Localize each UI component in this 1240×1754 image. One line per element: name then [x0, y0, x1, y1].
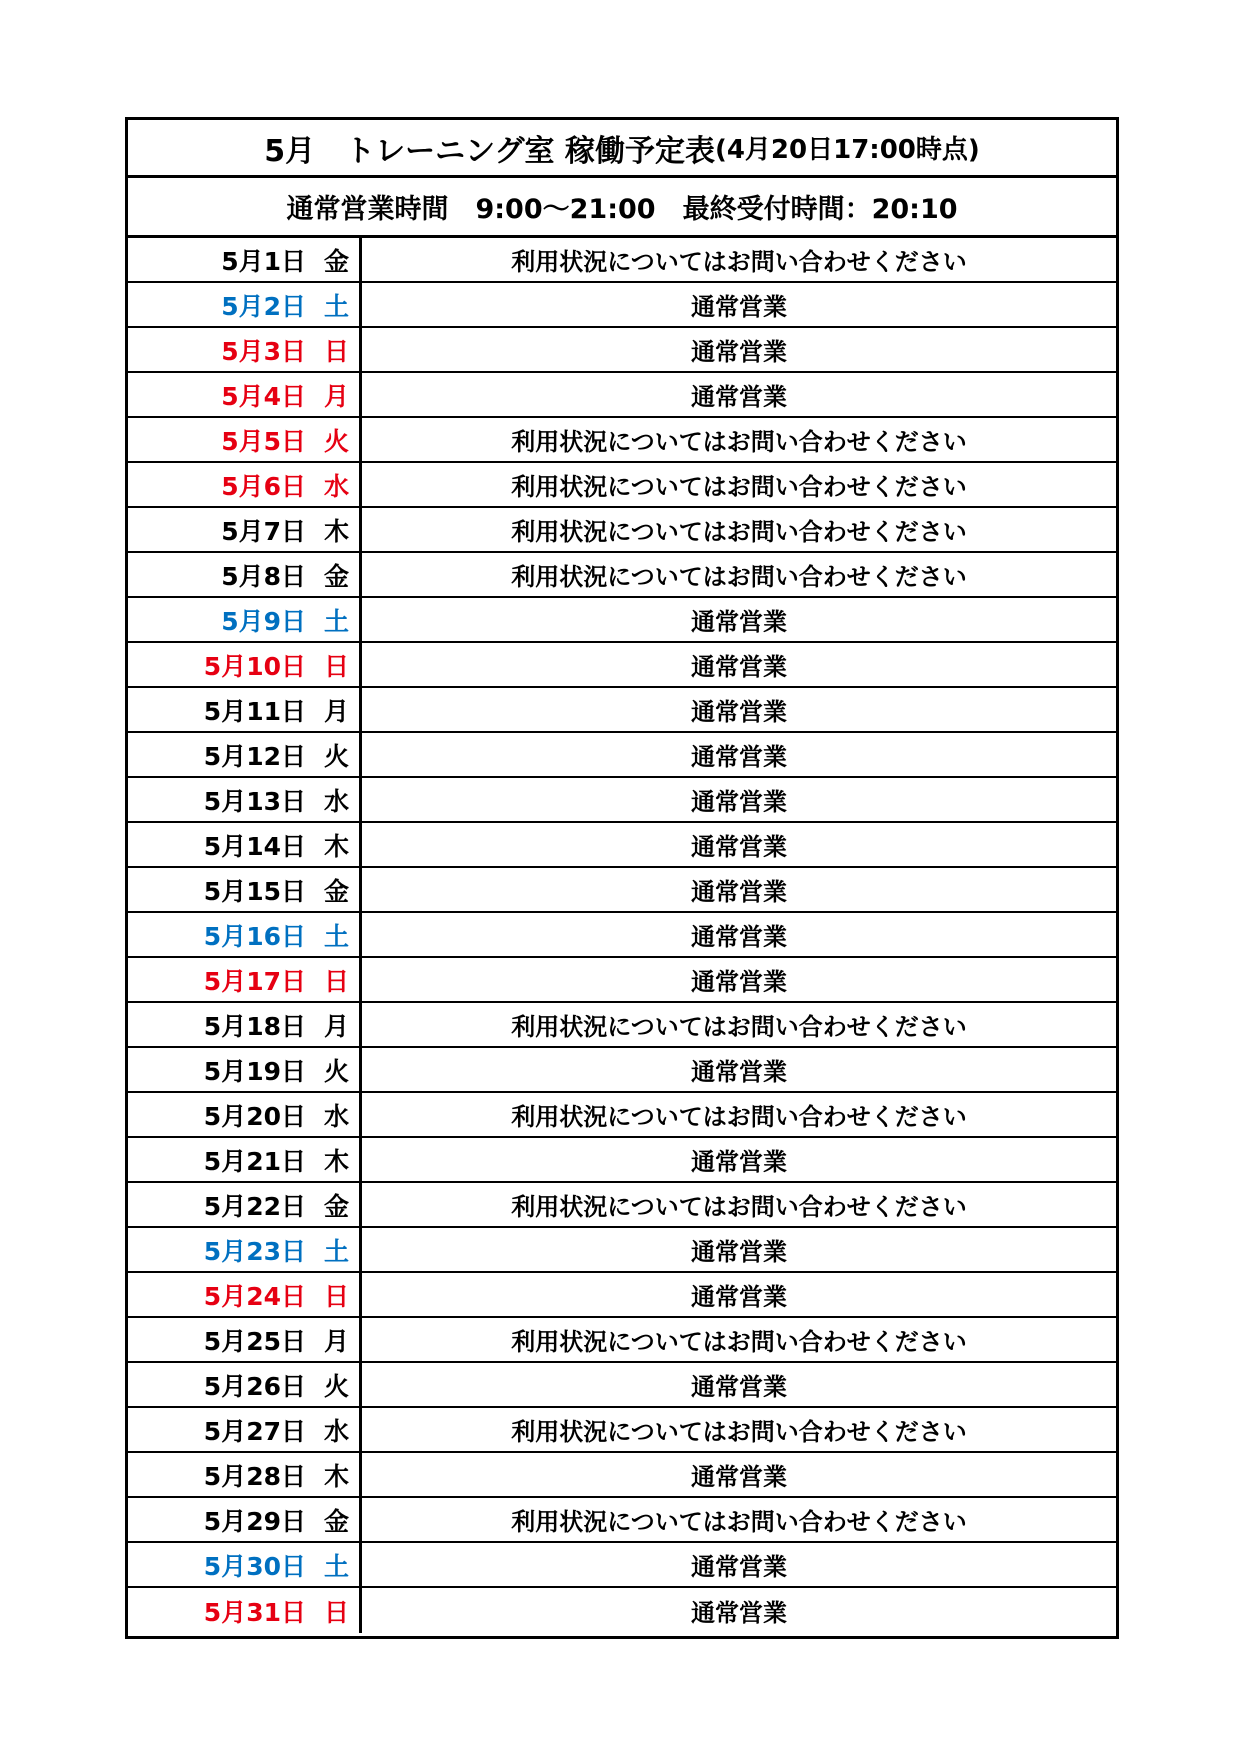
status-cell: 通常営業 — [691, 1599, 787, 1627]
date-cell — [128, 418, 362, 461]
date-cell — [128, 823, 362, 866]
date-cell — [128, 553, 362, 596]
status-cell: 利用状況についてはお問い合わせください — [511, 1418, 967, 1446]
business-hours — [128, 178, 1116, 238]
date-cell — [128, 688, 362, 731]
table-row — [128, 508, 1116, 553]
status-cell: 通常営業 — [691, 923, 787, 951]
weekday-label: 火 — [323, 426, 349, 456]
date-cell — [128, 733, 362, 776]
status-cell: 利用状況についてはお問い合わせください — [511, 1013, 967, 1041]
date-cell — [128, 1363, 362, 1406]
weekday-label: 土 — [323, 1551, 349, 1581]
status-cell: 通常営業 — [691, 1373, 787, 1401]
weekday-label: 金 — [323, 876, 349, 906]
status-cell: 通常営業 — [691, 1463, 787, 1491]
table-row — [128, 823, 1116, 868]
date-label: 5月5日 — [221, 426, 306, 456]
date-cell — [128, 1003, 362, 1046]
weekday-label: 水 — [323, 786, 349, 816]
weekday-label: 日 — [323, 336, 349, 366]
date-label: 5月4日 — [221, 381, 306, 411]
status-cell: 通常営業 — [691, 878, 787, 906]
date-label: 5月24日 — [203, 1281, 306, 1311]
date-label: 5月21日 — [203, 1146, 306, 1176]
status-cell: 通常営業 — [691, 698, 787, 726]
table-row — [128, 1138, 1116, 1183]
date-cell — [128, 868, 362, 911]
date-label: 5月19日 — [203, 1056, 306, 1086]
schedule-rows — [128, 238, 1116, 1633]
date-label: 5月16日 — [203, 921, 306, 951]
weekday-label: 水 — [323, 1416, 349, 1446]
weekday-label: 木 — [323, 831, 349, 861]
table-row — [128, 1273, 1116, 1318]
table-row — [128, 283, 1116, 328]
date-label: 5月11日 — [203, 696, 306, 726]
table-row — [128, 373, 1116, 418]
status-cell: 通常営業 — [691, 968, 787, 996]
table-row — [128, 688, 1116, 733]
status-cell: 通常営業 — [691, 608, 787, 636]
date-cell — [128, 1318, 362, 1361]
status-cell: 通常営業 — [691, 833, 787, 861]
table-row — [128, 328, 1116, 373]
table-row — [128, 1543, 1116, 1588]
schedule-table — [125, 117, 1119, 1639]
date-label: 5月14日 — [203, 831, 306, 861]
table-row — [128, 463, 1116, 508]
weekday-label: 月 — [323, 1326, 349, 1356]
table-row — [128, 1453, 1116, 1498]
date-label: 5月10日 — [203, 651, 306, 681]
weekday-label: 日 — [323, 651, 349, 681]
weekday-label: 火 — [323, 1056, 349, 1086]
status-cell: 通常営業 — [691, 1553, 787, 1581]
date-label: 5月8日 — [221, 561, 306, 591]
table-row — [128, 868, 1116, 913]
date-label: 5月26日 — [203, 1371, 306, 1401]
date-cell — [128, 238, 362, 281]
status-cell: 通常営業 — [691, 338, 787, 366]
date-label: 5月17日 — [203, 966, 306, 996]
date-cell — [128, 958, 362, 1001]
business-hours-text: 通常営業時間 9:00～21:00 最終受付時間：20:10 — [286, 194, 958, 225]
date-cell — [128, 508, 362, 551]
weekday-label: 日 — [323, 1597, 349, 1627]
weekday-label: 日 — [323, 966, 349, 996]
date-label: 5月7日 — [221, 516, 306, 546]
status-cell: 利用状況についてはお問い合わせください — [511, 1328, 967, 1356]
table-row — [128, 1228, 1116, 1273]
date-label: 5月25日 — [203, 1326, 306, 1356]
weekday-label: 木 — [323, 1146, 349, 1176]
date-label: 5月22日 — [203, 1191, 306, 1221]
weekday-label: 火 — [323, 1371, 349, 1401]
status-cell: 利用状況についてはお問い合わせください — [511, 473, 967, 501]
table-row — [128, 598, 1116, 643]
date-label: 5月27日 — [203, 1416, 306, 1446]
date-label: 5月12日 — [203, 741, 306, 771]
weekday-label: 金 — [323, 1506, 349, 1536]
weekday-label: 日 — [323, 1281, 349, 1311]
date-cell — [128, 643, 362, 686]
date-label: 5月23日 — [203, 1236, 306, 1266]
date-label: 5月18日 — [203, 1011, 306, 1041]
table-row — [128, 238, 1116, 283]
date-cell — [128, 1543, 362, 1586]
date-cell — [128, 913, 362, 956]
table-row — [128, 1003, 1116, 1048]
date-label: 5月29日 — [203, 1506, 306, 1536]
date-label: 5月3日 — [221, 336, 306, 366]
status-cell: 通常営業 — [691, 653, 787, 681]
status-cell: 通常営業 — [691, 788, 787, 816]
status-cell: 通常営業 — [691, 293, 787, 321]
date-cell — [128, 283, 362, 326]
table-row — [128, 1408, 1116, 1453]
date-cell — [128, 1408, 362, 1451]
table-row — [128, 1183, 1116, 1228]
date-label: 5月13日 — [203, 786, 306, 816]
date-cell — [128, 1093, 362, 1136]
weekday-label: 土 — [323, 606, 349, 636]
date-cell — [128, 1048, 362, 1091]
status-cell: 利用状況についてはお問い合わせください — [511, 1103, 967, 1131]
date-label: 5月30日 — [203, 1551, 306, 1581]
weekday-label: 木 — [323, 516, 349, 546]
date-cell — [128, 1183, 362, 1226]
weekday-label: 月 — [323, 381, 349, 411]
table-row — [128, 958, 1116, 1003]
date-cell — [128, 1228, 362, 1271]
date-label: 5月9日 — [221, 606, 306, 636]
weekday-label: 水 — [323, 1101, 349, 1131]
table-row — [128, 1093, 1116, 1138]
weekday-label: 土 — [323, 1236, 349, 1266]
date-label: 5月6日 — [221, 471, 306, 501]
date-label: 5月15日 — [203, 876, 306, 906]
page-title — [128, 120, 1116, 178]
status-cell: 通常営業 — [691, 743, 787, 771]
table-row — [128, 778, 1116, 823]
weekday-label: 土 — [323, 921, 349, 951]
status-cell: 利用状況についてはお問い合わせください — [511, 428, 967, 456]
weekday-label: 月 — [323, 1011, 349, 1041]
status-cell: 利用状況についてはお問い合わせください — [511, 1508, 967, 1536]
weekday-label: 土 — [323, 291, 349, 321]
date-label: 5月1日 — [221, 246, 306, 276]
status-cell: 利用状況についてはお問い合わせください — [511, 563, 967, 591]
title-main: 5月 トレーニング室 稼働予定表 — [264, 133, 715, 169]
date-label: 5月2日 — [221, 291, 306, 321]
weekday-label: 水 — [323, 471, 349, 501]
table-row — [128, 1048, 1116, 1093]
title-note: (4月20日17:00時点) — [714, 135, 980, 165]
weekday-label: 火 — [323, 741, 349, 771]
date-cell — [128, 598, 362, 641]
table-row — [128, 643, 1116, 688]
status-cell: 通常営業 — [691, 383, 787, 411]
date-cell — [128, 463, 362, 506]
table-row — [128, 1318, 1116, 1363]
date-cell — [128, 328, 362, 371]
status-cell: 通常営業 — [691, 1148, 787, 1176]
table-row — [128, 1363, 1116, 1408]
status-cell: 利用状況についてはお問い合わせください — [511, 1193, 967, 1221]
weekday-label: 月 — [323, 696, 349, 726]
date-label: 5月31日 — [203, 1597, 306, 1627]
status-cell: 通常営業 — [691, 1058, 787, 1086]
status-cell: 通常営業 — [691, 1238, 787, 1266]
table-row — [128, 1498, 1116, 1543]
table-row — [128, 913, 1116, 958]
weekday-label: 木 — [323, 1461, 349, 1491]
status-cell: 利用状況についてはお問い合わせください — [511, 518, 967, 546]
table-row — [128, 733, 1116, 778]
weekday-label: 金 — [323, 1191, 349, 1221]
table-row — [128, 1588, 1116, 1633]
date-cell — [128, 1588, 362, 1633]
status-cell: 通常営業 — [691, 1283, 787, 1311]
weekday-label: 金 — [323, 561, 349, 591]
date-cell — [128, 1138, 362, 1181]
status-cell: 利用状況についてはお問い合わせください — [511, 248, 967, 276]
date-cell — [128, 373, 362, 416]
date-cell — [128, 1498, 362, 1541]
date-label: 5月20日 — [203, 1101, 306, 1131]
weekday-label: 金 — [323, 246, 349, 276]
date-cell — [128, 1273, 362, 1316]
table-row — [128, 418, 1116, 463]
date-cell — [128, 778, 362, 821]
table-row — [128, 553, 1116, 598]
date-cell — [128, 1453, 362, 1496]
date-label: 5月28日 — [203, 1461, 306, 1491]
